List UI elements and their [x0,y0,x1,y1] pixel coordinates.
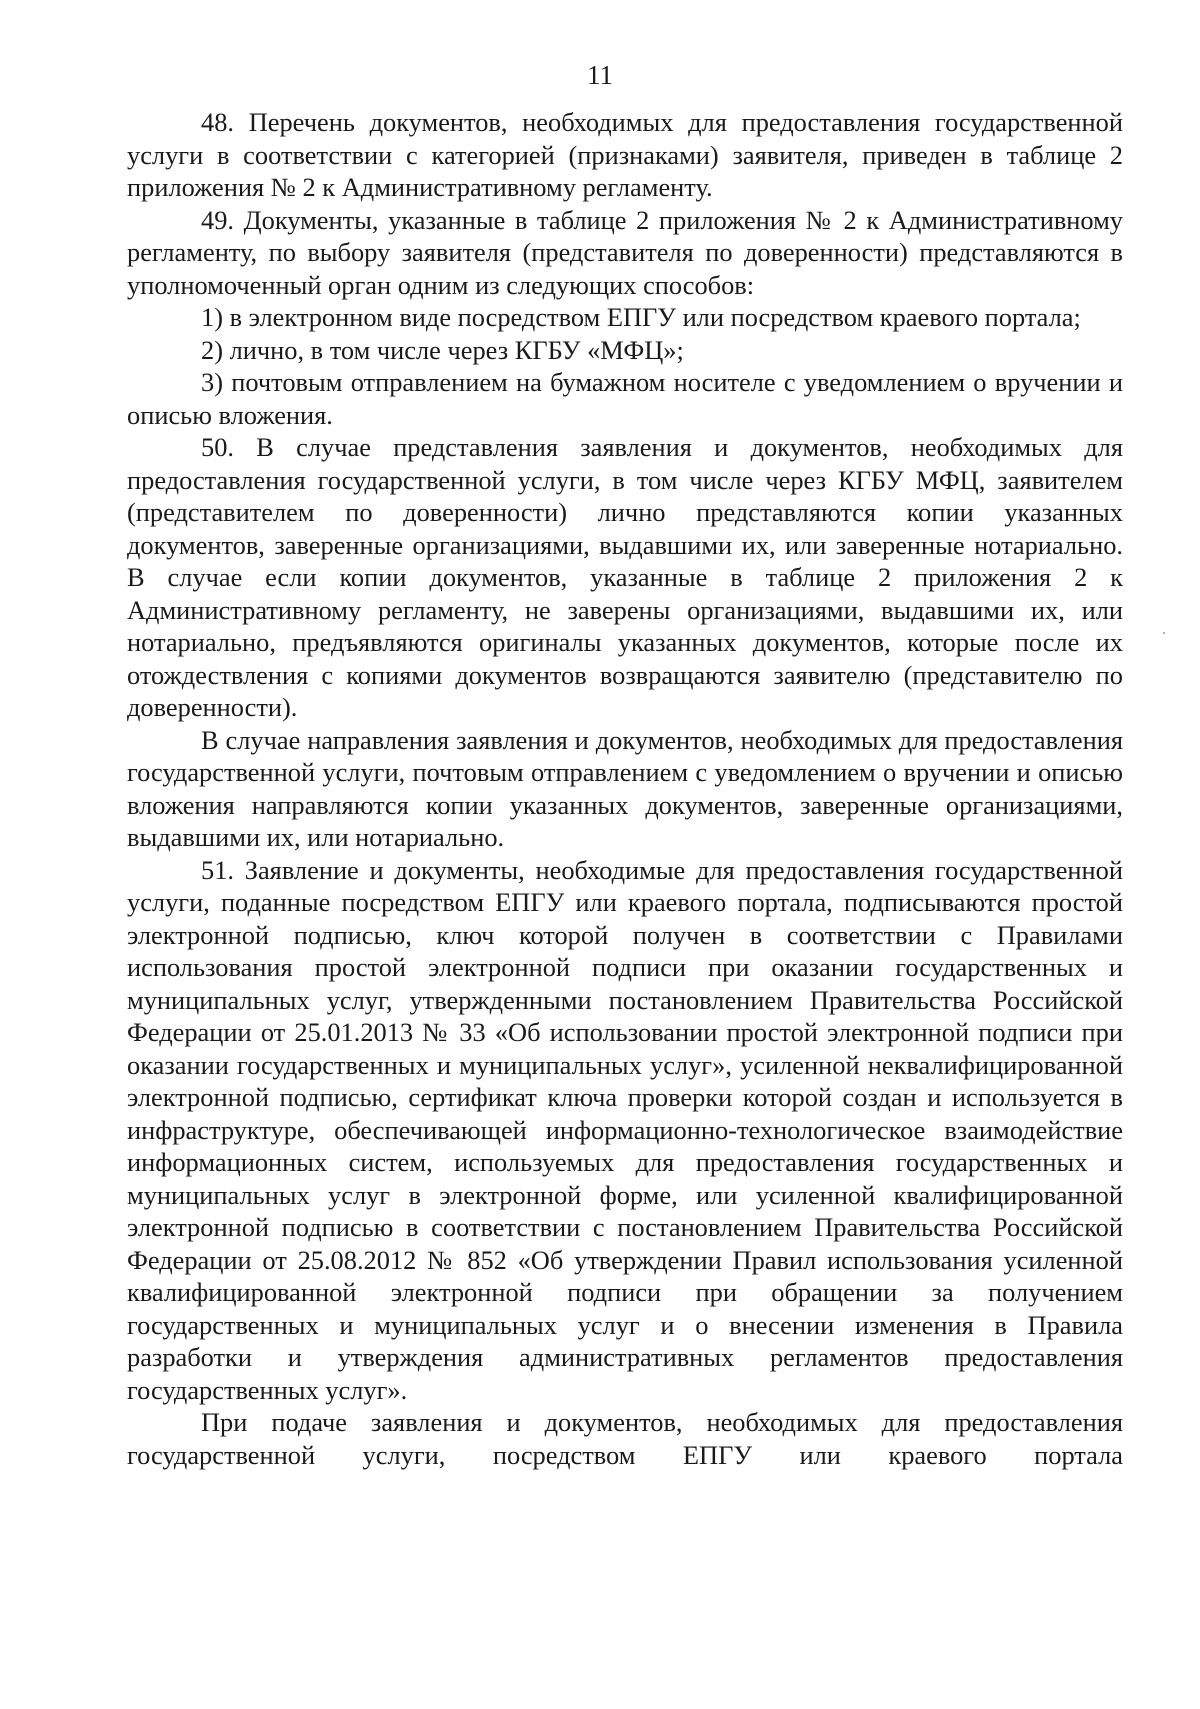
paragraph-51-continued: При подаче заявления и документов, необходимых для предоставления государственной услуги, посредством ЕПГУ или краевого портала [127,1407,1123,1470]
paragraph-49: 49. Документы, указанные в таблице 2 приложения № 2 к Административному регламенту, по выбору заявителя (представителя по доверенности) представляются в уполномоченный орган одним из следующих способов: [127,204,1123,300]
scan-speck [1163,632,1165,634]
paragraph-50: 50. В случае представления заявления и документов, необходимых для предоставления государственной услуги, в том числе через КГБУ МФЦ, заявителем (представителем по доверенности) лично представляются копии указанных документов, заверенные организациями, выдавшими их, или заверенные нотариально. В случае если копии документов, указанные в таблице 2 приложения 2 к Административному регламенту, не заверены организациями, выдавшими их, или нотариально, предъявляются оригиналы указанных документов, которые после их отождествления с копиями документов возвращаются заявителю (представителю по доверенности). [127,432,1123,722]
paragraph-51: 51. Заявление и документы, необходимые для предоставления государственной услуги, поданные посредством ЕПГУ или краевого портала, подписываются простой электронной подписью, ключ которой получен в соответствии с Правилами использования простой электронной подписи при оказании государственных и муниципальных услуг, утвержденными постановлением Правительства Российской Федерации от 25.01.2013 № 33 «Об использовании простой электронной подписи при оказании государственных и муниципальных услуг», усиленной неквалифицированной электронной подписью, сертификат ключа проверки которой создан и используется в инфраструктуре, обеспечивающей информационно-технологическое взаимодействие информационных систем, используемых для предоставления государственных и муниципальных услуг в электронной форме, или усиленной квалифицированной электронной подписью в соответствии с постановлением Правительства Российской Федерации от 25.08.2012 № 852 «Об утверждении Правил использования усиленной квалифицированной электронной подписи при обращении за получением государственных и муниципальных услуг и о внесении изменения в Правила разработки и утверждения административных регламентов предоставления государственных услуг». [127,854,1123,1405]
list-item-3: 3) почтовым отправлением на бумажном носителе с уведомлением о вручении и описью вложения. [127,367,1123,430]
document-body [127,106,1123,1471]
page-number: 11 [587,60,613,90]
list-item-2: 2) лично, в том числе через КГБУ «МФЦ»; [201,334,684,365]
list-item-1: 1) в электронном виде посредством ЕПГУ или посредством краевого портала; [201,302,1081,332]
paragraph-48: 48. Перечень документов, необходимых для предоставления государственной услуги в соответствии с категорией (признаками) заявителя, приведен в таблице 2 приложения № 2 к Административному регламенту. [127,107,1123,202]
paragraph-50-continued: В случае направления заявления и документов, необходимых для предоставления государственной услуги, почтовым отправлением с уведомлением о вручении и описью вложения направляются копии указанных документов, заверенные организациями, выдавшими их, или нотариально. [127,724,1123,852]
